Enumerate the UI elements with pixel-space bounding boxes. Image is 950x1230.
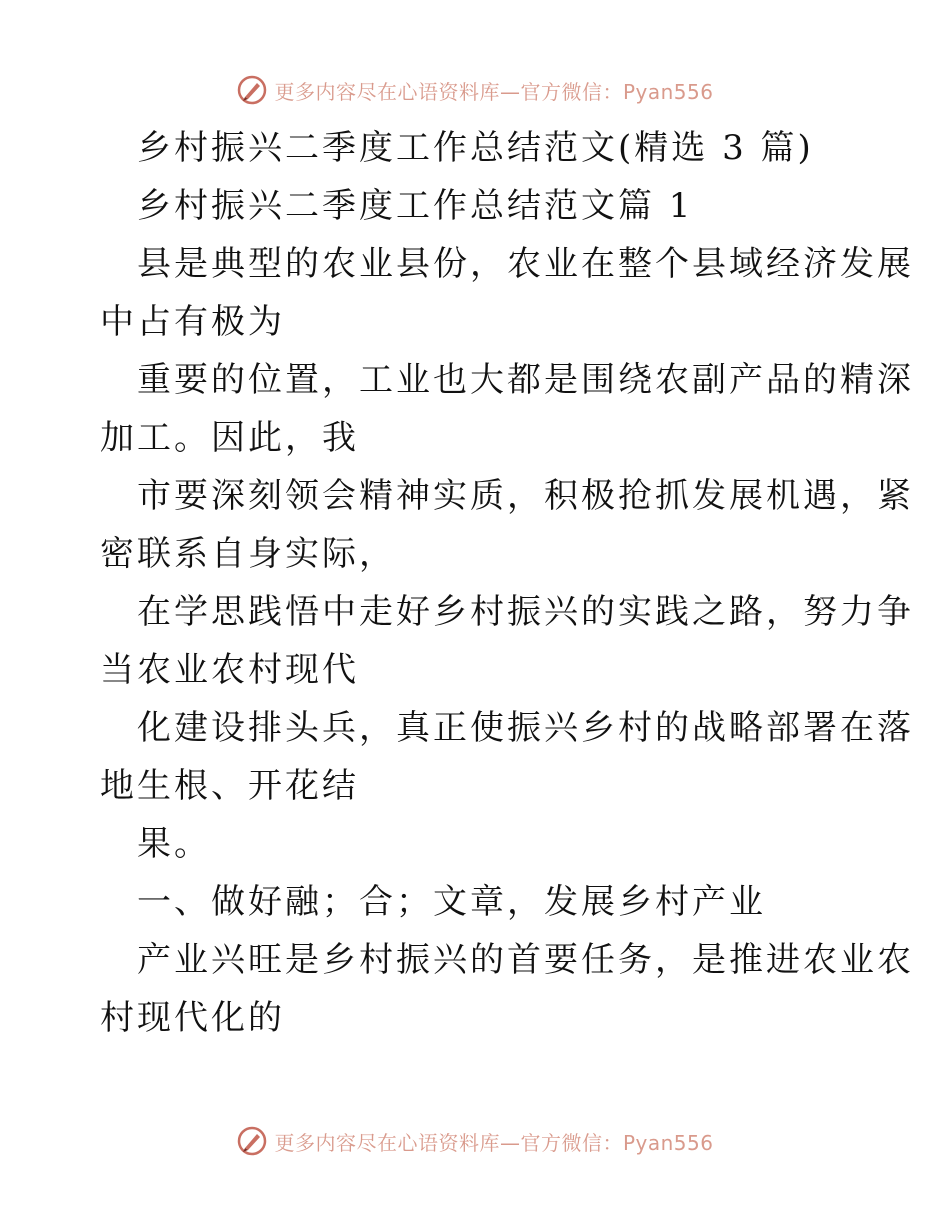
paragraph-line: 在学思践悟中走好乡村振兴的实践之路，努力争 [137, 592, 914, 632]
paragraph-line: 地生根、开花结 [100, 766, 359, 806]
paragraph-line: 密联系自身实际， [100, 534, 396, 574]
header-banner [0, 70, 950, 110]
pen-circle-logo-icon [236, 74, 268, 106]
paragraph-line: 市要深刻领会精神实质，积极抢抓发展机遇，紧 [137, 476, 914, 516]
section-heading: 乡村振兴二季度工作总结范文篇 1 [137, 186, 694, 226]
paragraph-line: 重要的位置，工业也大都是围绕农副产品的精深 [137, 360, 914, 400]
pen-circle-logo-icon [236, 1125, 268, 1157]
paragraph-line: 县是典型的农业县份，农业在整个县域经济发展 [137, 244, 914, 284]
header-banner-text: 更多内容尽在心语资料库—官方微信：Pyan556 [274, 79, 714, 104]
paragraph-line: 当农业农村现代 [100, 650, 359, 690]
paragraph-line: 果。 [137, 824, 211, 864]
paragraph-line: 中占有极为 [100, 302, 285, 342]
footer-banner-text: 更多内容尽在心语资料库—官方微信：Pyan556 [274, 1130, 714, 1155]
footer-banner [0, 1121, 950, 1161]
paragraph-line: 加工。因此，我 [100, 418, 359, 458]
paragraph-line: 村现代化的 [100, 998, 285, 1038]
section-heading: 一、做好融；合；文章，发展乡村产业 [137, 882, 766, 922]
paragraph-line: 产业兴旺是乡村振兴的首要任务，是推进农业农 [137, 940, 914, 980]
document-title: 乡村振兴二季度工作总结范文(精选 3 篇) [137, 128, 814, 168]
paragraph-line: 化建设排头兵，真正使振兴乡村的战略部署在落 [137, 708, 914, 748]
